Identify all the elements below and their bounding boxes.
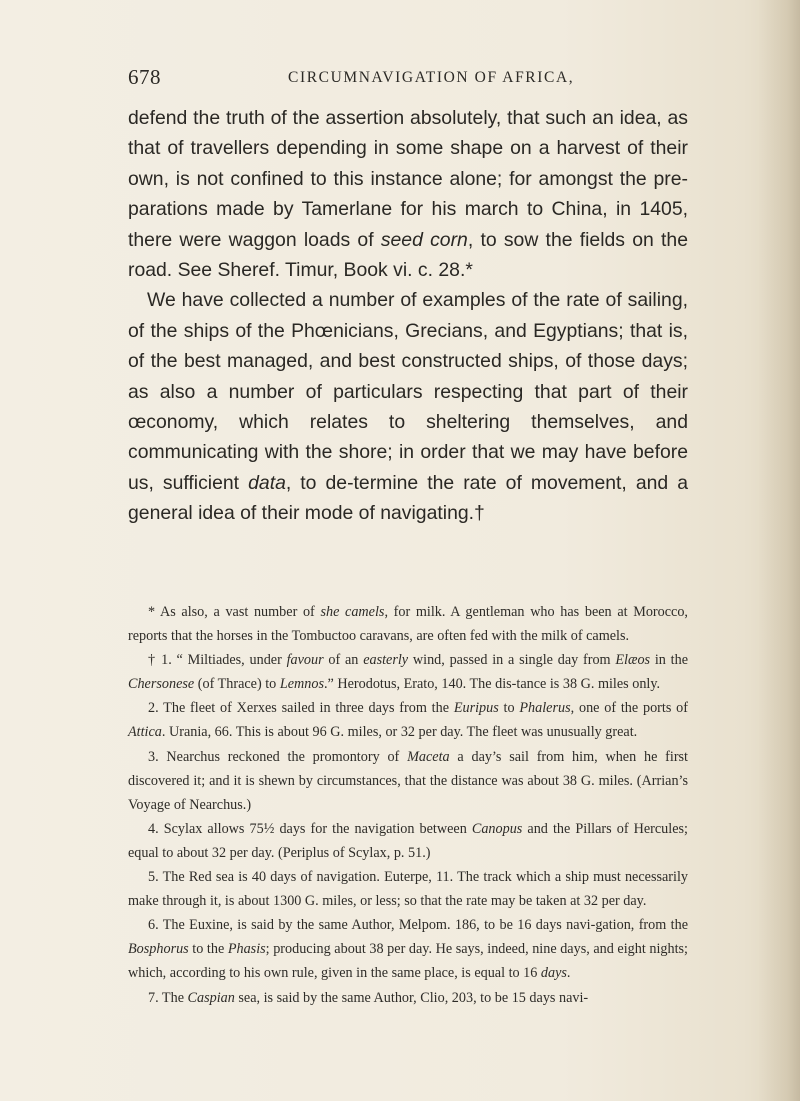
footnote-text: of an: [323, 652, 364, 669]
paragraph-1-italic: seed corn: [380, 228, 468, 251]
footnote-italic: Maceta: [407, 748, 450, 765]
footnote-2: [128, 696, 688, 744]
page-number: 678: [128, 65, 161, 89]
footnote-star: [128, 600, 688, 648]
footnote-italic: Chersonese: [128, 676, 195, 693]
footnote-text: 6. The Euxine, is said by the same Author, Melpom. 186, to be 16 days navi-gation, from the: [148, 917, 688, 934]
footnote-text: sea, is said by the same Author, Clio, 203, to be 15 days navi-: [234, 989, 589, 1006]
running-head: CIRCUMNAVIGATION OF AFRICA,: [288, 69, 575, 86]
footnote-text: , one of the ports of: [570, 700, 688, 717]
footnote-italic: Canopus: [471, 820, 523, 837]
footnote-4: [128, 817, 688, 865]
footnote-italic: Caspian: [187, 989, 235, 1006]
footnote-text: .: [566, 965, 571, 982]
main-text: [128, 103, 688, 529]
footnote-text: wind, passed in a single day from: [408, 652, 616, 669]
footnote-text: 5. The Red sea is 40 days of navigation. Euterpe, 11. The track which a ship must necessarily make through it, is about 1300 G. miles, or less; so that the rate may be taken at 32 per day.: [128, 869, 688, 910]
footnote-italic: Bosphorus: [128, 941, 189, 958]
paragraph-1-text: defend the truth of the assertion absolutely, that such an idea, as that of travellers depending in some shape on a harvest of their own, is not confined to this instance alone; for amongst the pre-parations made by Tamerlane for his march to China, in 1405, there were waggon loads of: [128, 107, 688, 251]
footnote-7: [128, 986, 688, 1010]
paragraph-2-italic: data: [248, 471, 286, 494]
footnote-text: † 1. “ Miltiades, under: [148, 652, 287, 669]
footnote-text: 7. The: [148, 989, 188, 1006]
paragraph-2-text: We have collected a number of examples of the rate of sailing, of the ships of the Phœnicians, Grecians, and Egyptians; that is, of the best managed, and best constructed ships, of those days; as also a number of particulars respecting that part of their œconomy, which relates to sheltering themselves, and communicating with the shore; in order that we may have before us, sufficient: [128, 289, 688, 494]
footnote-text: 2. The fleet of Xerxes sailed in three days from the: [148, 700, 454, 717]
footnote-3: [128, 745, 688, 817]
footnote-italic: days: [540, 965, 567, 982]
footnote-5: [128, 865, 688, 913]
footnote-italic: Elæos: [615, 652, 651, 669]
page-header: [128, 65, 688, 95]
footnote-text: 4. Scylax allows 75½ days for the navigation between: [148, 820, 472, 837]
footnote-italic: easterly: [363, 652, 409, 669]
footnotes: [128, 600, 688, 1010]
footnote-dagger-1: [128, 648, 688, 696]
paragraph-1-text-end: , to sow the fields on the road. See Sheref. Timur, Book vi. c. 28.*: [128, 228, 688, 282]
page-edge-shading: [758, 0, 800, 1101]
footnote-text: .” Herodotus, Erato, 140. The dis-tance is 38 G. miles only.: [323, 676, 661, 693]
footnote-text: . Urania, 66. This is about 96 G. miles, or 32 per day. The fleet was unusually great.: [161, 724, 638, 741]
footnote-text: * As also, a vast number of: [148, 604, 321, 620]
footnote-text: (of Thrace) to: [194, 676, 280, 693]
footnote-italic: Phasis: [227, 941, 266, 958]
footnote-text: ; producing about 38 per day. He says, indeed, nine days, and eight nights; which, according to his own rule, given in the same place, is equal to 16: [128, 941, 688, 982]
footnote-text: 3. Nearchus reckoned the promontory of: [148, 748, 408, 765]
footnote-italic: she camels: [320, 604, 385, 620]
footnote-italic: favour: [286, 652, 324, 669]
footnote-italic: Attica: [128, 724, 162, 741]
footnote-6: [128, 913, 688, 985]
footnote-italic: Euripus: [453, 700, 499, 717]
footnote-italic: Lemnos: [279, 676, 324, 693]
footnote-text: , for milk. A gentleman who has been at Morocco, reports that the horses in the Tombuctoo caravans, are often fed with the milk of camels.: [128, 604, 688, 645]
paragraph-2: [128, 285, 688, 528]
footnote-text: to the: [188, 941, 228, 958]
footnote-italic: Phalerus: [519, 700, 571, 717]
footnote-text: a day’s sail from him, when he first discovered it; and it is shewn by circumstances, that the distance was about 38 G. miles. (Arrian’s Voyage of Nearchus.): [128, 748, 689, 813]
footnote-text: and the Pillars of Hercules; equal to about 32 per day. (Periplus of Scylax, p. 51.): [128, 820, 688, 861]
footnote-text: in the: [650, 652, 688, 669]
paragraph-2-text-end: , to de-termine the rate of movement, and a general idea of their mode of navigating.†: [128, 471, 689, 525]
paragraph-1: [128, 103, 688, 285]
footnote-text: to: [498, 700, 520, 717]
